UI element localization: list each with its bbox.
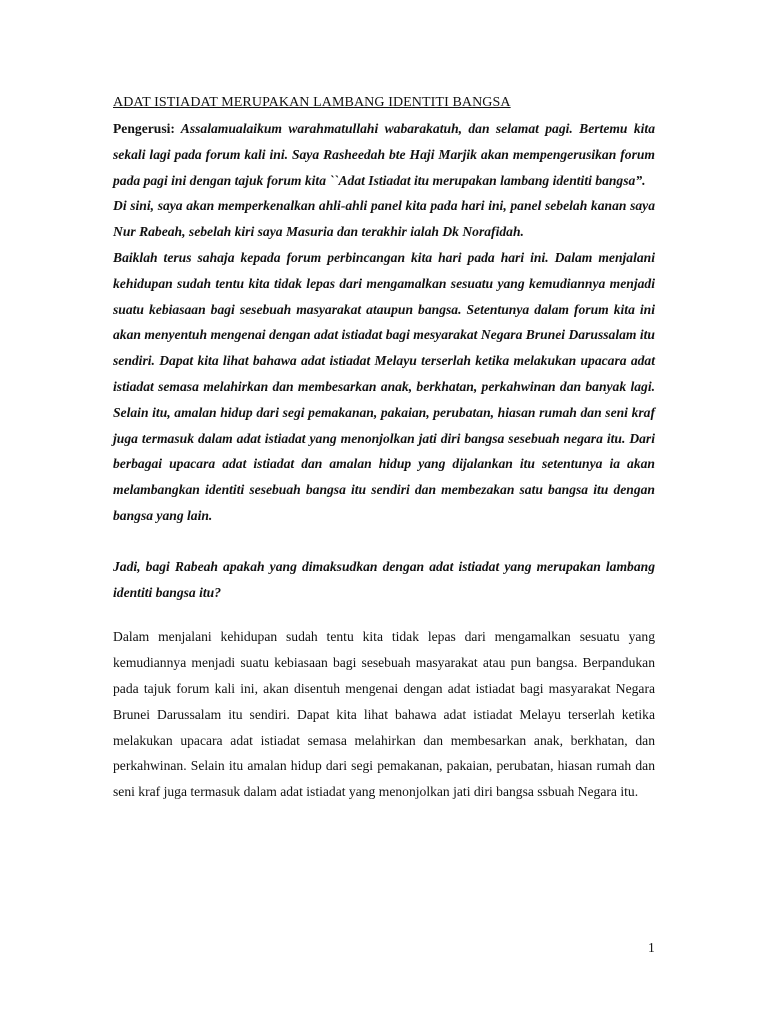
moderator-paragraph-2: Di sini, saya akan memperkenalkan ahli-ahli panel kita pada hari ini, panel sebelah kanan saya Nur Rabeah, sebelah kiri saya Masuria dan terakhir ialah Dk Norafidah. xyxy=(113,198,655,240)
moderator-label: Pengerusi: xyxy=(113,121,175,136)
moderator-paragraph-3: Baiklah terus sahaja kepada forum perbincangan kita hari pada hari ini. Dalam menjalani kehidupan sudah tentu kita tidak lepas dari mengamalkan sesuatu yang kemudiannya menjadi suatu kebiasaan bagi sesebuah masyarakat ataupun bangsa. Setentunya dalam forum kita ini akan menyentuh mengenai dengan adat istiadat bagi mesyarakat Negara Brunei Darussalam itu sendiri. Dapat kita lihat bahawa adat istiadat Melayu terserlah ketika melakukan upacara adat istiadat semasa melahirkan dan membesarkan anak, berkhatan, perkahwinan dan banyak lagi. Selain itu, amalan hidup dari segi pemakanan, pakaian, perubatan, hiasan rumah dan seni kraf juga termasuk dalam adat istiadat yang menonjolkan jati diri bangsa sesebuah negara itu. Dari berbagai upacara adat istiadat dan amalan hidup yang dijalankan itu setentunya ia akan melambangkan identiti sesebuah bangsa itu sendiri dan membezakan satu bangsa itu dengan bangsa yang lain. xyxy=(113,249,655,523)
panelist-answer: Dalam menjalani kehidupan sudah tentu kita tidak lepas dari mengamalkan sesuatu yang kemudiannya menjadi suatu kebiasaan bagi sesebuah masyarakat atau pun bangsa. Berpandukan pada tajuk forum kali ini, akan disentuh mengenai dengan adat istiadat bagi masyarakat Negara Brunei Darussalam itu sendiri. Dapat kita lihat bahawa adat istiadat Melayu terserlah ketika melakukan upacara adat istiadat semasa melahirkan dan membesarkan anak, berkhatan, dan perkahwinan. Selain itu amalan hidup dari segi pemakanan, pakaian, perubatan, hiasan rumah dan seni kraf juga termasuk dalam adat istiadat yang menonjolkan jati diri bangsa ssbuah Negara itu. xyxy=(113,629,655,800)
spacer xyxy=(113,605,655,624)
moderator-question: Jadi, bagi Rabeah apakah yang dimaksudkan dengan adat istiadat yang merupakan lambang identiti bangsa itu? xyxy=(113,558,655,600)
document-body xyxy=(113,92,655,805)
moderator-text-1: Assalamualaikum warahmatullahi wabarakatuh, dan selamat pagi. Bertemu kita sekali lagi pada forum kali ini. Saya Rasheedah bte Haji Marjik akan mempengerusikan forum pada pagi ini dengan tajuk forum kita ``Adat Istiadat itu merupakan lambang identiti bangsa”. xyxy=(113,121,655,188)
document-title: ADAT ISTIADAT MERUPAKAN LAMBANG IDENTITI BANGSA xyxy=(113,95,511,110)
moderator-paragraph-1 xyxy=(113,116,655,193)
spacer xyxy=(113,529,655,554)
page-number: 1 xyxy=(648,940,655,955)
